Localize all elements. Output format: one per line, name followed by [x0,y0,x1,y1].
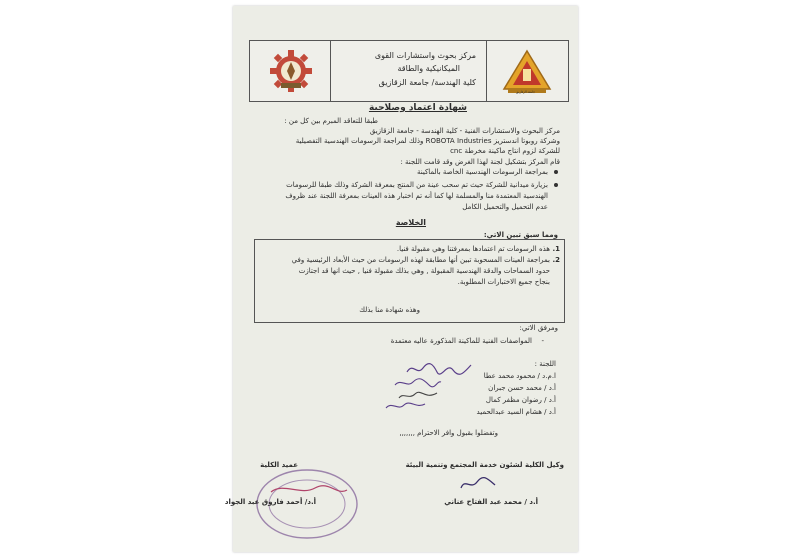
intro-line-2: مركز البحوث والاستشارات الفنية - كلية الهندسة - جامعة الزقازيق [369,127,560,135]
certificate-paper [224,6,578,552]
letterhead [249,40,569,102]
bullet-dot [554,170,558,174]
signature-4-graphic [383,400,427,412]
center-line-2: الميكانيكية والطاقة [397,64,460,73]
committee-member-2: أ.د / محمد حسن جبران [488,384,556,392]
certificate-title: شهادة اعتماد وصلاحية [368,103,467,113]
summary-item-2-number: 2. [552,256,560,264]
vice-dean-signature-graphic [459,476,497,492]
summary-title: الخلاصة [395,218,426,227]
committee-title: اللجنة : [534,360,556,368]
bullet-1-line-1: بمراجعة الرسومات الهندسية الخاصة بالماكينة [416,168,548,176]
attachment-dash: - [541,337,544,345]
certificate-note: وهذه شهادة منا بذلك [359,306,420,314]
summary-item-1-number: 1. [552,245,560,253]
vice-dean-name: أ.د / محمد عبد الفتاح عناني [444,498,538,506]
bullet-2-line-1: بزيارة ميدانية للشركة حيث تم سحب عينة من المنتج بمعرفة الشركة وذلك طبقا للرسومات [286,181,548,189]
bullet-dot [554,183,558,187]
dean-name: أ.د/ أحمد فاروق عبد الجواد [224,498,316,506]
closing-text: وتفضلوا بقبول وافر الاحترام ,,,,,,, [399,429,498,437]
summary-item-2-line-3: بنجاح جميع الاختبارات المطلوبة. [457,278,550,286]
summary-item-2-line-1: بمراجعة العينات المسحوبة تبين أنها مطابقة لهذه الرسومات من حيث الأبعاد الرئيسية وفي [291,256,550,264]
summary-intro: ومما سبق تبين الاتي: [483,231,558,239]
summary-item-1-text: هذه الرسومات تم اعتمادها بمعرفتنا وهي مقبولة فنيا. [396,245,550,253]
intro-line-4: للشركة لزوم انتاج ماكينة مخرطة cnc [450,147,560,155]
center-line-1: مركز بحوث واستشارات القوى [374,51,476,60]
committee-member-1: ا.م.د / محمود محمد عطا [483,372,556,380]
bullet-2-line-2: الهندسية المعتمدة منا والمسلمة لها كما أنه تم اختبار هذه العينات بمعرفة اللجنة عند ظروف [285,192,548,200]
attachment-title: ومرفق الاتي: [519,324,558,332]
university-logo [502,49,552,93]
center-line-3: كلية الهندسة/ جامعة الزقازيق [378,78,476,87]
signature-2-graphic [393,376,443,390]
intro-line-3: وشركة روبوتا اندستريز ROBOTA Industries وذلك لمراجعة الرسومات الهندسية التفصيلية [295,137,560,145]
attachment-item: المواصفات الفنية للماكينة المذكورة عاليه معتمدة [390,337,532,345]
committee-member-3: أ.د / رضوان مظفر كمال [485,396,556,404]
committee-member-4: أ.د / هشام السيد عبدالحميد [476,408,556,416]
summary-item-2-line-2: حدود السماحات والدقة الهندسية المقبولة , وهي بذلك مقبولة فنيا , حيث انها قد اجتازت [298,267,550,275]
dean-title: عميد الكلية [260,461,298,469]
university-logo-text: جامعة الزقازيق [516,90,535,94]
vice-dean-title: وكيل الكلية لشئون خدمة المجتمع وتنمية البيئة [405,461,564,469]
summary-box [254,239,565,323]
intro-line-5: قام المركز بتشكيل لجنة لهذا الغرض وقد قامت اللجنة : [400,158,560,166]
intro-line-1: طبقا للتعاقد المبرم بين كل من : [284,117,378,125]
bullet-2-line-3: عدم التحميل والتحميل الكامل [462,203,548,211]
faculty-gear-logo [266,47,316,95]
